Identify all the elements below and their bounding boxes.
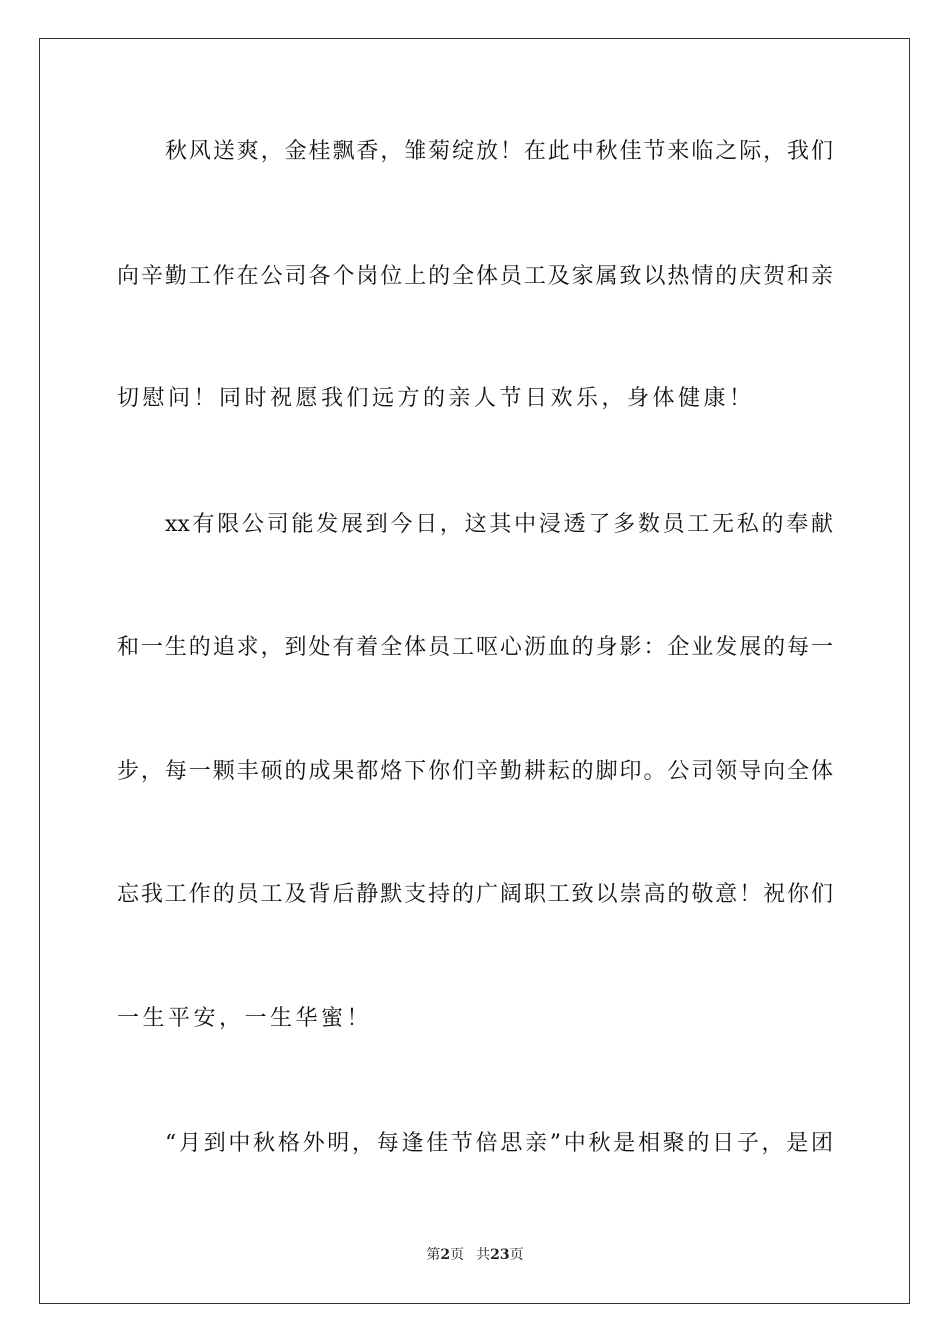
paragraph-2-line-5: 一生平安，一生华蜜！	[117, 1006, 373, 1031]
page-suffix: 页	[450, 1247, 465, 1263]
paragraph-2-line-3: 步，每一颗丰硕的成果都烙下你们辛勤耕耘的脚印。公司领导向全体	[117, 759, 833, 784]
page-border	[39, 38, 910, 1304]
paragraph-1-line-1: 秋风送爽，金桂飘香，雏菊绽放！在此中秋佳节来临之际，我们	[165, 139, 833, 164]
paragraph-1-line-2: 向辛勤工作在公司各个岗位上的全体员工及家属致以热情的庆贺和亲	[117, 264, 833, 289]
paragraph-2-line-1: xx有限公司能发展到今日，这其中浸透了多数员工无私的奉献	[165, 512, 833, 537]
paragraph-2-line-2: 和一生的追求，到处有着全体员工呕心沥血的身影：企业发展的每一	[117, 635, 833, 660]
page-number: 2	[440, 1247, 451, 1263]
total-suffix: 页	[509, 1247, 524, 1263]
paragraph-3-line-1: “月到中秋格外明，每逢佳节倍思亲”中秋是相聚的日子，是团	[165, 1131, 833, 1156]
paragraph-2-line-4: 忘我工作的员工及背后静默支持的广阔职工致以崇高的敬意！祝你们	[117, 882, 833, 907]
total-prefix: 共	[476, 1247, 491, 1263]
page-prefix: 第	[426, 1247, 441, 1263]
paragraph-1-line-3: 切慰问！同时祝愿我们远方的亲人节日欢乐，身体健康！	[117, 386, 755, 411]
page-footer	[0, 1245, 950, 1265]
total-pages: 23	[490, 1247, 510, 1263]
